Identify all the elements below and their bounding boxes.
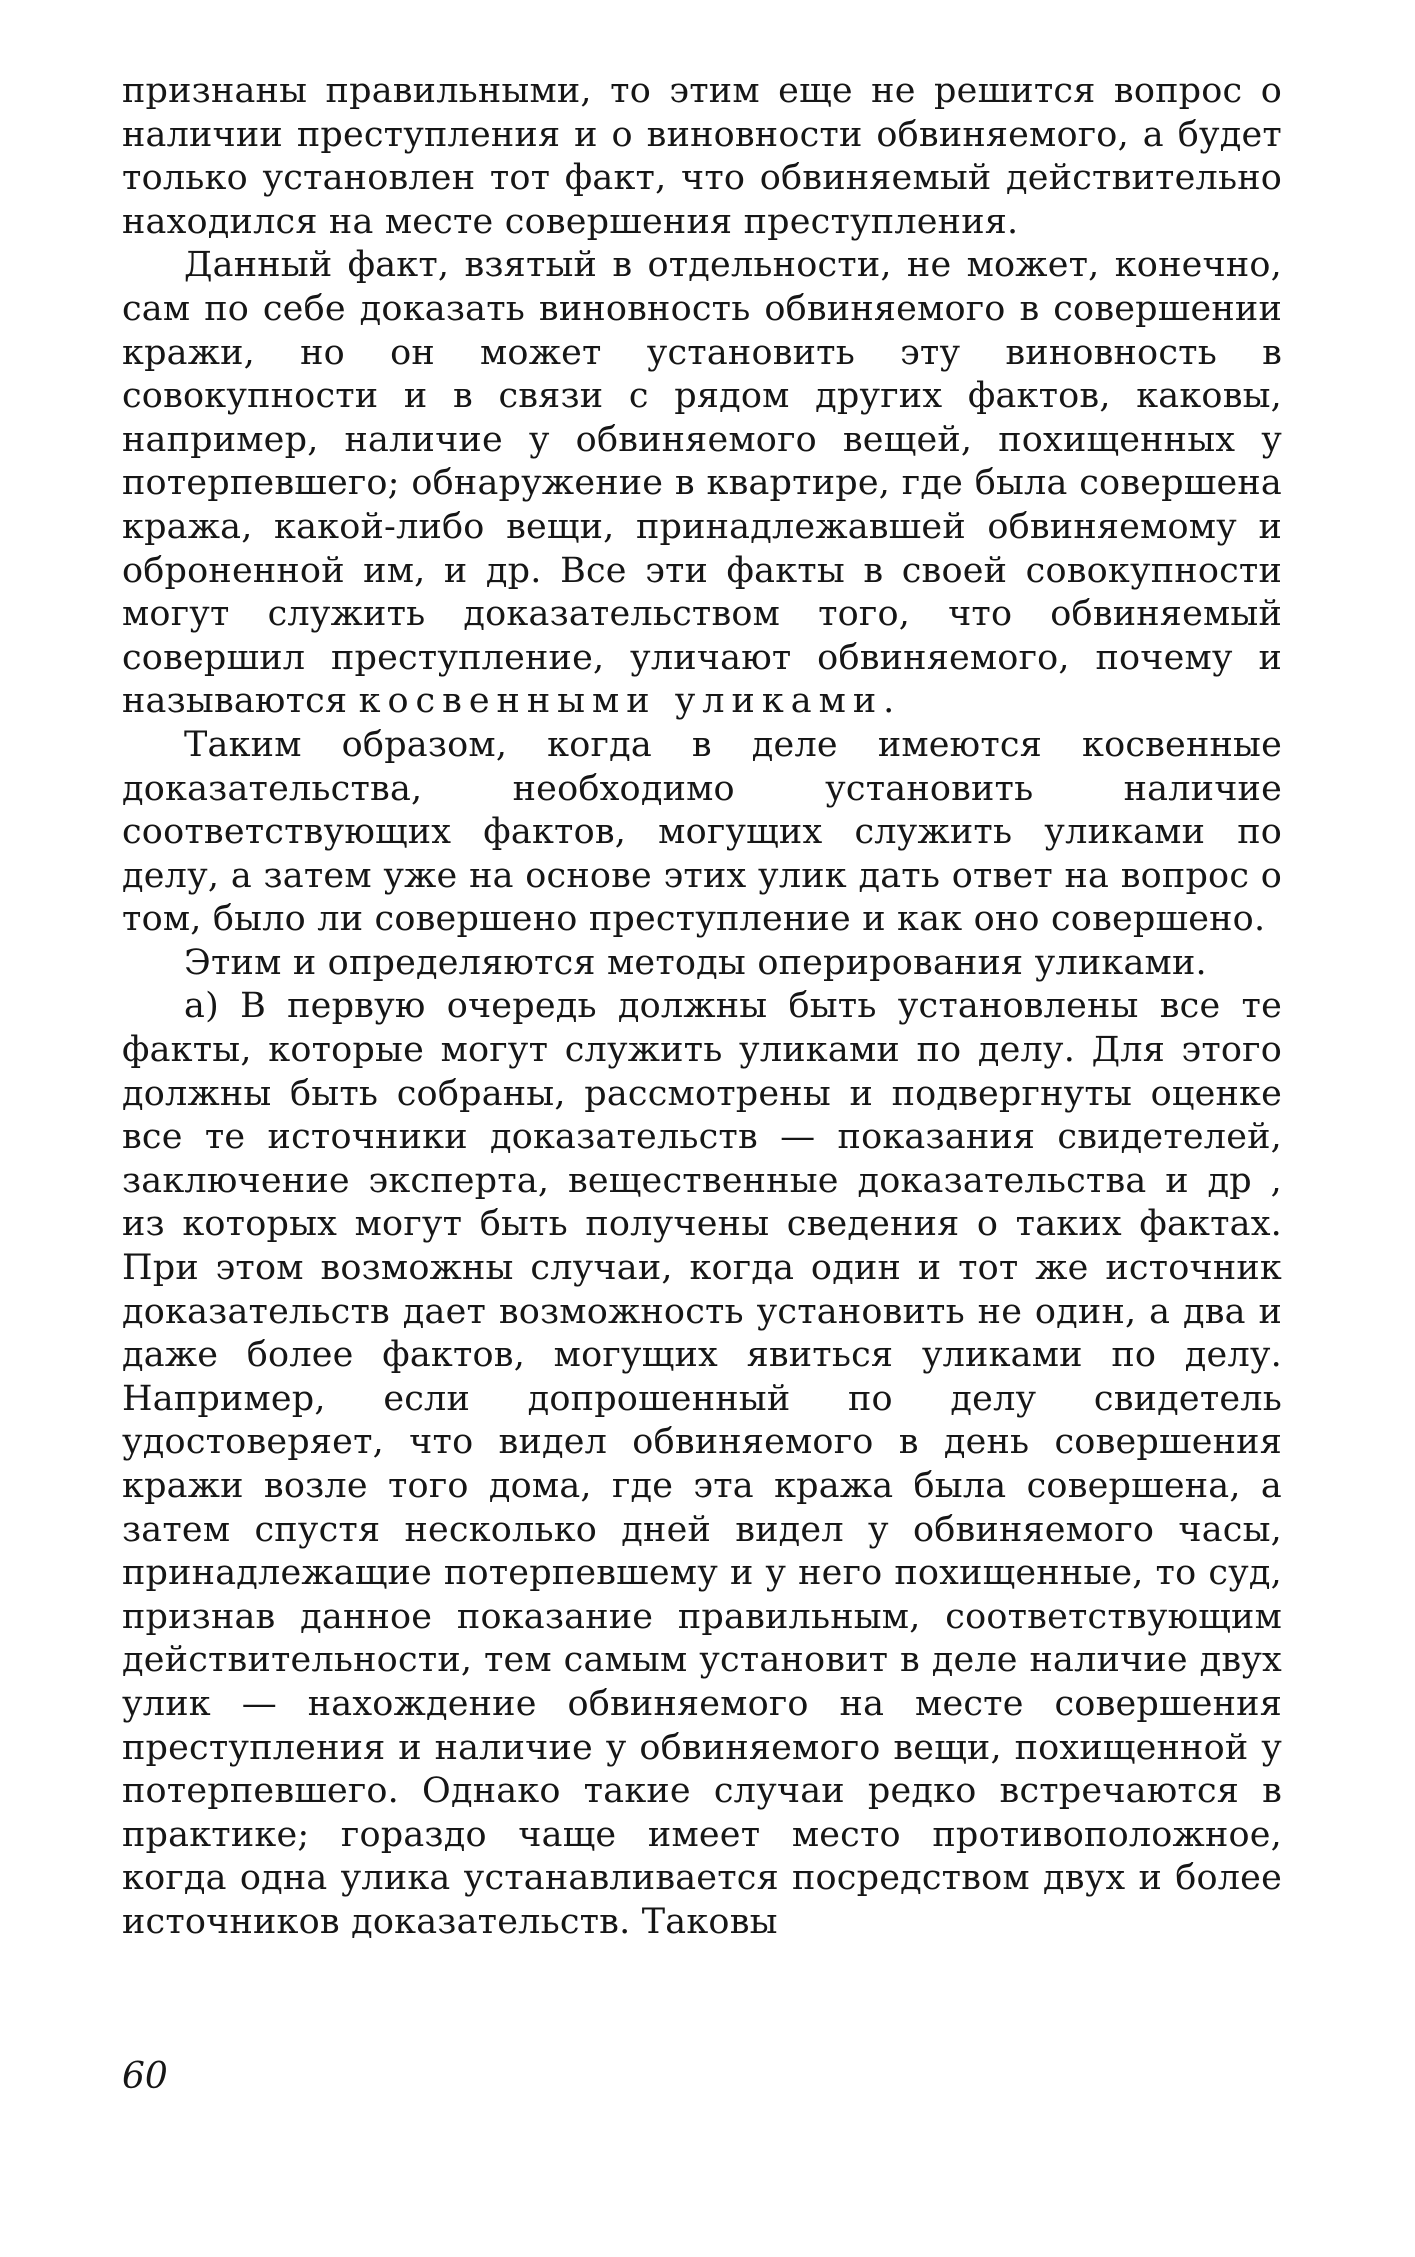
spaced-term: косвенными уликами. <box>358 681 902 722</box>
document-page <box>122 70 1282 1945</box>
paragraph-4: Этим и определяются методы оперирования уликами. <box>184 942 1207 983</box>
paragraph-2 <box>122 244 1282 724</box>
paragraph-2-text: Данный факт, взятый в отдельности, не может, конечно, сам по себе доказать виновность обвиняемого в совершении кражи, но он может установить эту виновность в совокупности и в связи с рядом других фактов, каковы, например, наличие у обвиняемого вещей, похищенных у потерпевшего; обнаружение в квартире, где была совершена кража, какой-либо вещи, принадлежавшей обвиняемому и оброненной им, и др. Все эти факты в своей совокупности могут служить доказательством того, что обвиняемый совершил преступление, уличают обвиняемого, почему и называются <box>122 245 1282 722</box>
page-number: 60 <box>122 2056 168 2097</box>
paragraph-3: Таким образом, когда в деле имеются косвенные доказательства, необходимо установить наличие соответствующих фактов, могущих служить уликами по делу, а затем уже на основе этих улик дать ответ на вопрос о том, было ли совершено преступление и как оно совершено. <box>122 724 1282 940</box>
paragraph-5: а) В первую очередь должны быть установлены все те факты, которые могут служить уликами по делу. Для этого должны быть собраны, рассмотрены и подвергнуты оценке все те источники доказательств — показания свидетелей, заключение эксперта, вещественные доказательства и др , из которых могут быть получены сведения о таких фактах. При этом возможны случаи, когда один и тот же источник доказательств дает возможность установить не один, а два и даже более фактов, могущих явиться уликами по делу. Например, если допрошенный по делу свидетель удостоверяет, что видел обвиняемого в день совершения кражи возле того дома, где эта кража была совершена, а затем спустя несколько дней видел у обвиняемого часы, принадлежащие потерпевшему и у него похищенные, то суд, признав данное показание правильным, соответствующим действительности, тем самым установит в деле наличие двух улик — нахождение обвиняемого на месте совершения преступления и наличие у обвиняемого вещи, похищенной у потерпевшего. Однако такие случаи редко встречаются в практике; гораздо чаще имеет место противоположное, когда одна улика устанавливается посредством двух и более источников доказательств. Таковы <box>122 986 1282 1942</box>
paragraph-1: признаны правильными, то этим еще не решится вопрос о наличии преступления и о виновности обвиняемого, а будет только установлен тот факт, что обвиняемый действительно находился на месте совершения преступления. <box>122 71 1282 242</box>
